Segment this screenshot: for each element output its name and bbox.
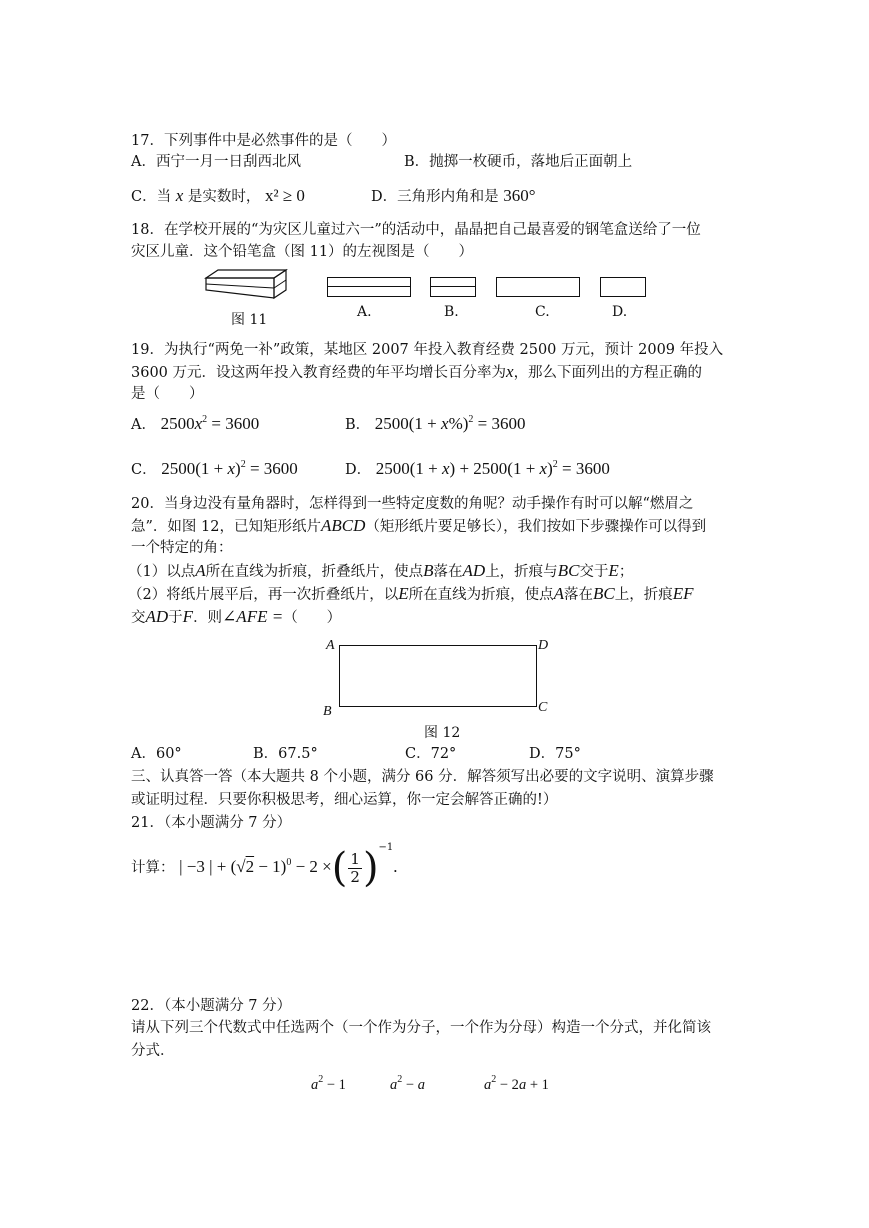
section3-heading-line2: 或证明过程．只要你积极思考，细心运算，你一定会解答正确的!） [131,792,558,808]
q18-option-d-label: D. [612,304,628,320]
fig11-caption: 图 11 [231,312,268,328]
q19-stem-line2: 3600 万元．设这两年投入教育经费的年平均增长百分率为x，那么下面列出的方程正确的 [131,362,703,381]
q21-title: 21．（本小题满分 7 分） [131,815,292,831]
q19-option-b: B． $2500(1 + x\%)^2 = 3600$ [345,414,526,433]
q18-option-c-shape [496,277,580,297]
point-a-label: A [326,638,335,653]
q21-expression: 计算： | −3 | + $(√2 - 1)^0 - 2$ ×( $\frac{1}{2}$ )$^{-1}$. [131,842,398,891]
q18-option-a-divider [328,286,410,287]
q22-title: 22．（本小题满分 7 分） [131,998,292,1014]
rectangle-abcd-figure [339,645,537,707]
q20-step3: 交AD于F．则∠AFE =（ ） [131,607,342,626]
q22-expr-1: $a^2 - 1$ [311,1074,346,1093]
point-b-label: B [323,704,332,719]
q19-option-c: C． $2500(1 + x)^2 = 3600$ [131,459,298,478]
q20-option-d: D．75° [529,746,581,762]
q20-step2: （2）将纸片展平后，再一次折叠纸片，以E所在直线为折痕，使点A落在BC上，折痕EF [128,584,694,603]
q20-stem-line3: 一个特定的角： [131,540,233,556]
pencil-box-figure [200,266,290,306]
q18-option-a-label: A. [357,304,372,320]
q17-option-c: C．当 x 是实数时， x² ≥ 0 [131,186,305,205]
q17-option-b: B．抛掷一枚硬币，落地后正面朝上 [404,154,633,170]
q19-option-a: A． $2500x^2 = 3600$ [131,414,260,433]
fig12-caption: 图 12 [424,725,461,741]
q22-expr-2: $a^2 - a$ [390,1074,425,1093]
point-d-label: D [538,638,549,653]
q18-option-b-divider [431,286,475,287]
q20-option-a: A．60° [131,746,182,762]
q17-stem: 17．下列事件中是必然事件的是（ ） [131,133,396,149]
q18-option-d-shape [600,277,646,297]
q19-stem-line1: 19．为执行“两免一补”政策，某地区 2007 年投入教育经费 2500 万元，预计 2009 年投入 [131,342,724,358]
q18-option-b-label: B. [444,304,459,320]
q20-stem-line2: 急”．如图 12，已知矩形纸片ABCD（矩形纸片要足够长），我们按如下步骤操作可以得到 [131,516,707,535]
q20-stem-line1: 20．当身边没有量角器时，怎样得到一些特定度数的角呢？动手操作有时可以解“燃眉之 [131,496,694,512]
q20-option-b: B．67.5° [253,746,318,762]
q17-option-a: A．西宁一月一日刮西北风 [131,154,301,170]
point-c-label: C [538,700,548,715]
q20-option-c: C．72° [405,746,457,762]
q22-stem-line2: 分式． [131,1043,175,1059]
q19-option-d: D． $2500(1 + x) + 2500(1 + x)^2 = 3600$ [345,459,610,478]
q17-option-c-formula: x² ≥ 0 [264,186,305,205]
q22-stem-line1: 请从下列三个代数式中任选两个（一个作为分子，一个作为分母）构造一个分式，并化简该 [131,1020,711,1036]
section3-heading-line1: 三、认真答一答（本大题共 8 个小题，满分 66 分．解答须写出必要的文字说明、演算步骤 [131,769,714,785]
q18-option-c-label: C. [535,304,550,320]
q19-stem-line3: 是（ ） [131,386,204,402]
q17-option-d: D．三角形内角和是 360° [371,186,536,205]
q18-option-a-shape [327,277,411,297]
q18-stem-line1: 18．在学校开展的“为灾区儿童过六一”的活动中，晶晶把自己最喜爱的钢笔盒送给了一位 [131,222,701,238]
q20-step1: （1）以点A所在直线为折痕，折叠纸片，使点B落在AD上，折痕与BC交于E； [128,561,634,580]
q22-expr-3: $a^2 - 2a + 1$ [484,1074,549,1093]
q18-option-b-shape [430,277,476,297]
q18-stem-line2: 灾区儿童．这个铅笔盒（图 11）的左视图是（ ） [131,244,474,260]
